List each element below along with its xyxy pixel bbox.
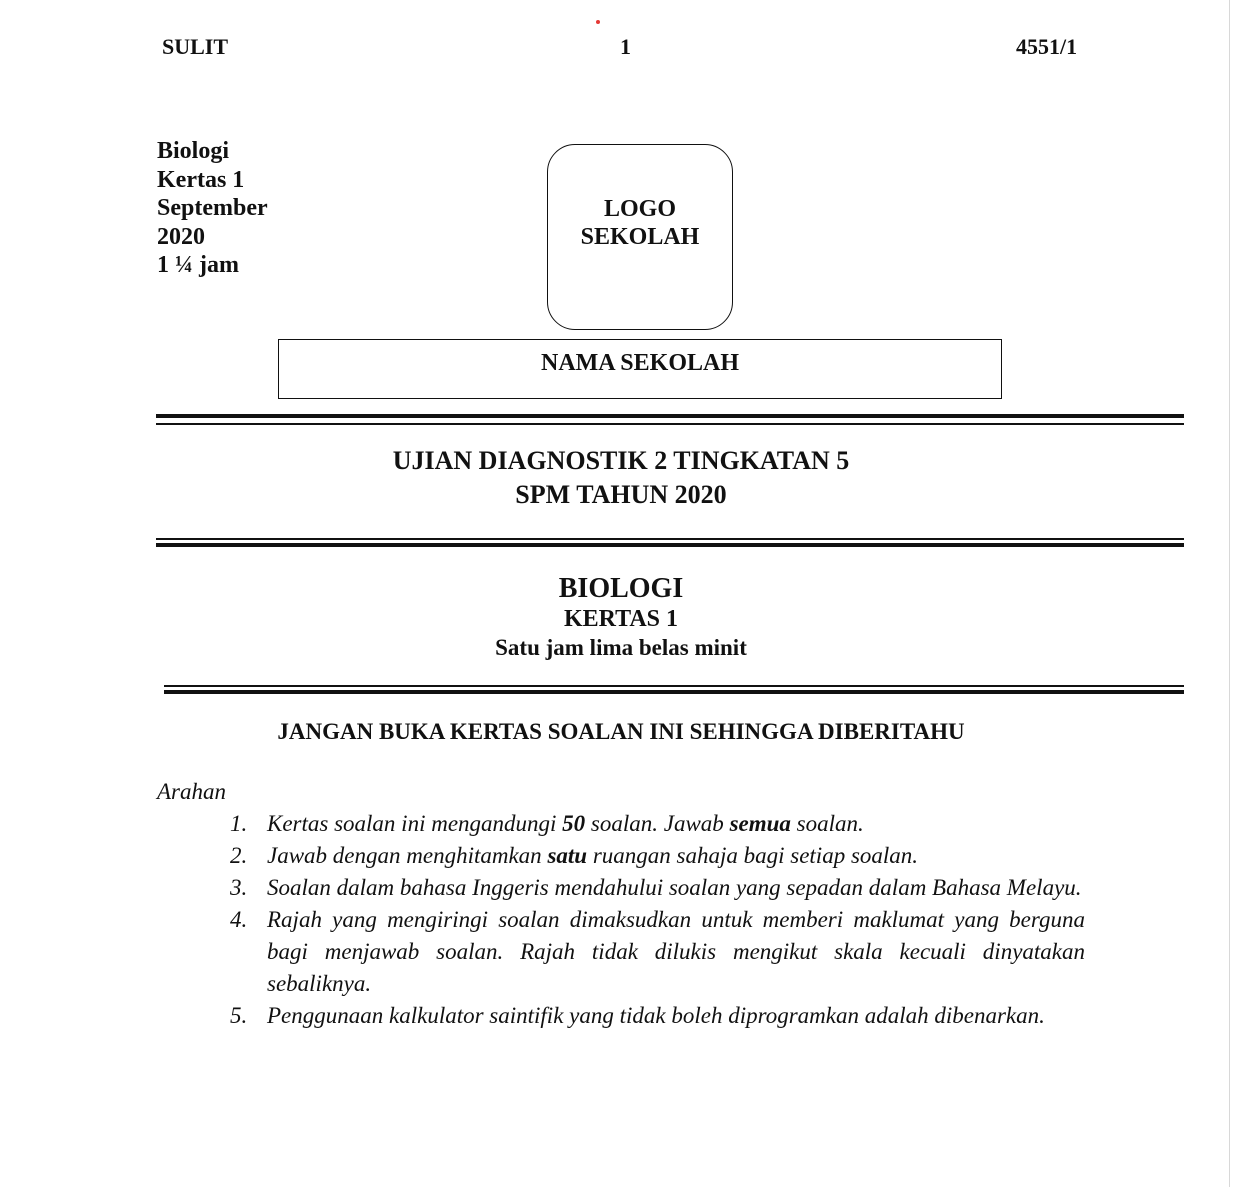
logo-line2: SEKOLAH: [580, 224, 700, 250]
item-emphasis: satu: [547, 843, 588, 868]
divider-thick-3: [164, 690, 1184, 694]
do-not-open-warning: JANGAN BUKA KERTAS SOALAN INI SEHINGGA DIBERITAHU: [277, 719, 965, 744]
item-text: Penggunaan kalkulator saintifik yang tidak boleh diprogramkan adalah dibenarkan.: [267, 1003, 1045, 1028]
item-number: 4.: [230, 907, 248, 932]
item-text: ruangan sahaja bagi setiap soalan.: [587, 843, 919, 868]
instructions-list: [157, 808, 1085, 1032]
exam-title-line1: UJIAN DIAGNOSTIK 2 TINGKATAN 5: [392, 446, 850, 475]
item-text: soalan.: [790, 811, 864, 836]
logo-line1: LOGO: [603, 196, 676, 222]
item-number: 1.: [230, 811, 248, 836]
item-emphasis: semua: [729, 811, 791, 836]
item-text: soalan. Jawab: [585, 811, 730, 836]
instruction-item: [157, 808, 1085, 840]
item-number: 2.: [230, 843, 248, 868]
instructions-heading: Arahan: [157, 779, 226, 804]
item-emphasis: 50: [562, 811, 586, 836]
meta-month: September: [157, 195, 268, 221]
instruction-item: [157, 872, 1085, 904]
school-name-box: NAMA SEKOLAH: [278, 339, 1002, 399]
item-text: Jawab dengan menghitamkan: [267, 843, 548, 868]
instruction-item: [157, 1000, 1085, 1032]
divider-thin-1: [156, 423, 1184, 425]
instruction-item: [157, 840, 1085, 872]
school-logo-placeholder: [547, 144, 733, 330]
divider-thin-3: [164, 685, 1184, 687]
item-text: Kertas soalan ini mengandungi: [267, 811, 563, 836]
item-text: Rajah yang mengiringi soalan dimaksudkan untuk memberi maklumat yang berguna bagi menjawab soalan. Rajah tidak dilukis mengikut skala kecuali dinyatakan sebaliknya.: [267, 907, 1085, 996]
meta-subject: Biologi: [157, 138, 230, 164]
item-text: Soalan dalam bahasa Inggeris mendahului soalan yang sepadan dalam Bahasa Melayu.: [267, 875, 1082, 900]
divider-thick-1: [156, 414, 1184, 418]
item-number: 3.: [230, 875, 248, 900]
instruction-item: [157, 904, 1085, 1000]
meta-paper: Kertas 1: [157, 166, 245, 193]
paper-code: 4551/1: [1016, 34, 1078, 59]
red-dot-marker: [596, 20, 600, 24]
divider-thin-2: [156, 538, 1184, 540]
page-number: 1: [620, 34, 631, 59]
item-number: 5.: [230, 1003, 248, 1028]
paper-number: KERTAS 1: [563, 606, 679, 632]
paper-duration: Satu jam lima belas minit: [495, 635, 747, 660]
header-sulit: SULIT: [162, 34, 229, 59]
paper-meta: [157, 137, 268, 280]
meta-duration: 1 ¼ jam: [157, 252, 239, 278]
meta-year: 2020: [157, 223, 205, 250]
instructions-section: [157, 776, 1085, 1032]
divider-thick-2: [156, 543, 1184, 547]
paper-subject: BIOLOGI: [558, 573, 684, 604]
exam-title-line2: SPM TAHUN 2020: [515, 480, 727, 509]
